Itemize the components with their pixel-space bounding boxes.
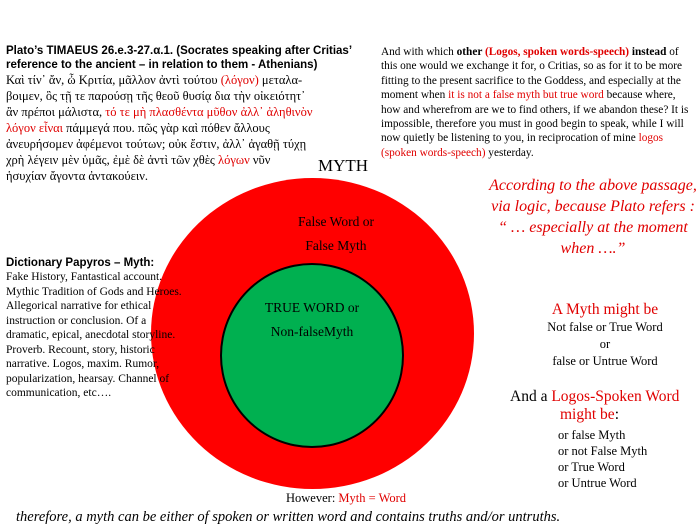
myth-equals-word: Myth = Word [338,491,407,505]
translation-part: because where, how and wherefrom are we to find others, if we abandon these? It is impossible, therefore you must in good begin to speak, while I will now quietly be listening to you, in reciprocation of mine [381,89,689,145]
greek-highlight: λόγων [218,153,250,167]
conclusion-text: therefore, a myth can be either of spoken or written word and contains truths and/or untruths. [16,509,561,525]
inner-circle-label [222,296,402,344]
myth-might-line: or [599,337,611,351]
greek-run: ἀνευρήσομεν ἀφέμενοι τούτων; οὐκ ἔστιν, ἀλλ᾽ ἀγαθῇ τύχῃ [6,137,307,151]
myth-might-line: false or Untrue Word [552,354,658,368]
list-item: or not False Myth [558,444,648,458]
logos-heading-red-2: might be [560,406,615,423]
timaeus-heading: Plato’s TIMAEUS 26.e.3-27.α.1. (Socrates speaking after Critias’ reference to the ancient – in relation to them - Athenians) [6,45,352,71]
dictionary-heading: Dictionary Papyros – Myth: [6,257,155,269]
however-prefix: However: [286,491,339,505]
greek-line [6,72,371,88]
greek-line [6,104,371,120]
greek-run: βοιμεν, ὃς τῇ τε παρούσῃ τῆς θεοῦ θυσίᾳ δια τὴν οἰκειότητ᾽ [6,89,306,103]
according-statement: According to the above passage, via logic, because Plato refers : “ … especially at the moment when ….” [489,177,697,257]
greek-run: Καὶ τίν᾽ ἄν, ὦ Κριτία, μᾶλλον ἀντὶ τούτου [6,73,221,87]
outer-label-line: False Myth [305,238,367,253]
translation-true-word-highlight: it is not a false myth but true word [448,89,604,102]
translation-part: of this one would we exchange it for, o Critias, so as for it to be more fitting to the present sacrifice to the Goddess, and especially at the moment when [381,46,683,102]
list-item: or Untrue Word [558,476,637,490]
greek-run: μεταλα- [258,73,303,87]
greek-text [6,72,371,184]
outer-circle-label [266,210,406,258]
greek-run: χρὴ λέγειν μὲν ὑμᾶς, ἐμὲ δὲ ἀντὶ τῶν χθὲς [6,153,219,167]
translation-part: And with which [381,46,457,58]
inner-circle-true-word [220,263,404,448]
timaeus-passage [6,44,371,184]
greek-line [6,88,371,104]
logos-heading-red: Logos-Spoken Word [551,388,680,405]
translation-part: instead [629,46,667,58]
greek-highlight: τό τε μὴ πλασθέντα μῦθον ἀλλ᾽ ἀληθινὸν [105,105,313,119]
greek-highlight: (λόγον) [220,73,259,87]
myth-might-be [512,300,698,370]
outer-label-line: False Word or [298,214,374,229]
logos-options-list [508,427,694,491]
diagram-title: MYTH [318,156,369,175]
greek-line [6,136,371,152]
greek-run: ἡσυχίαν ἄγοντα ἀντακούειν. [6,169,148,183]
inner-label-line: Non-falseMyth [270,324,354,339]
however-statement [286,491,406,506]
list-item: or True Word [558,460,625,474]
dictionary-definition [6,256,186,401]
greek-line [6,120,371,136]
list-item: or false Myth [558,428,626,442]
logos-might-heading-2 [508,406,694,424]
logos-heading-colon: : [614,406,619,423]
translation-logos-highlight-2: logos (spoken words-speech) [381,132,664,159]
inner-label-line: TRUE WORD or [264,300,360,315]
translation-logos-highlight: (Logos, spoken words-speech) [484,46,630,58]
greek-line [6,152,371,168]
translation-part: other [456,46,485,58]
logos-might-heading [508,388,694,406]
translation-text [381,45,693,160]
greek-highlight: λόγον εἶναι [6,121,64,135]
translation-part: yesterday. [485,146,534,159]
greek-run: πάμμεγά που. πῶς γὰρ καὶ πόθεν ἄλλους [63,121,270,135]
myth-might-heading: A Myth might be [551,301,659,318]
greek-run: νῦν [249,153,271,167]
greek-run: ἂν πρέποι μάλιστα, [6,105,106,119]
myth-might-line: Not false or True Word [547,320,663,334]
dictionary-body: Fake History, Fantastical account. Mythic Tradition of Gods and Heroes. Allegorical narrative for ethical instruction or conclusion. Of a dramatic, epical, anecdotal storyline. Proverb. Recount, story, historic narrative. Logos, maxim. Rumor, popularization, hearsay. Channel of communication, etc…. [6,271,182,399]
logos-heading-prefix: And a [510,388,552,405]
logos-might-be [508,388,694,491]
